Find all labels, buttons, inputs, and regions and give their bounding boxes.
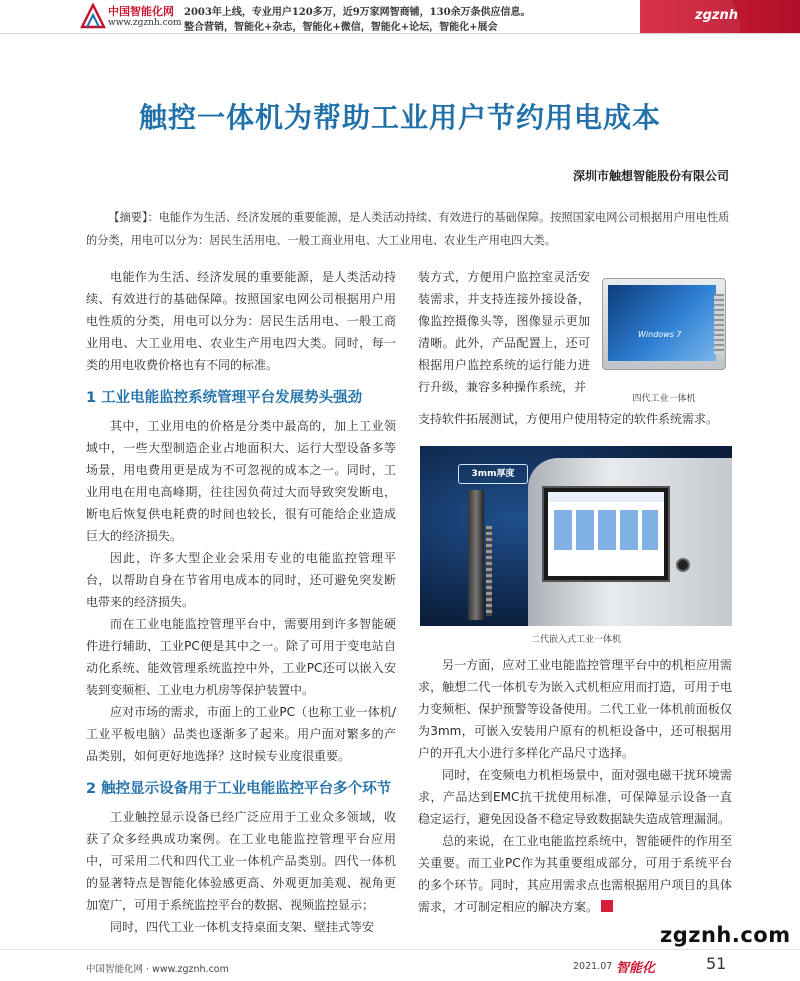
- abstract-text: ：电能作为生活、经济发展的重要能源，是人类活动持续、有效进行的基础保障。按照国家电网公司根据用户用电性质的分类，用电可以分为：居民生活用电、一般工商业用电、大工业用电、农业生产用电四大类。: [86, 211, 730, 247]
- paragraph: 另一方面，应对工业电能监控管理平台中的机柜应用需求，触想二代一体机专为嵌入式机柜应用而打造，可用于电力变频柜、保护预警等设备使用。二代工业一体机前面板仅为3mm，可嵌入安装用户原有的机柜设备中，还可根据用户的开孔大小进行多样化产品尺寸选择。: [418, 658, 732, 760]
- footer-date: 2021.07: [573, 961, 613, 972]
- figure-embedded-panel-pc: [420, 446, 732, 626]
- header-tagline-2: 整合营销，智能化+杂志，智能化+微信，智能化+论坛，智能化+展会: [184, 22, 498, 33]
- panel-pc-vent: [714, 294, 724, 354]
- paragraph: 因此，许多大型企业会采用专业的电能监控管理平台，以帮助自身在节省用电成本的同时，还可避免突发断电带来的经济损失。: [86, 551, 396, 609]
- right-column-continued: [418, 408, 732, 430]
- figure-fourth-gen-panel-pc: [596, 272, 732, 388]
- watermark: zgznh.com: [660, 923, 791, 947]
- page-header: [0, 0, 800, 34]
- paragraph: 装方式，方便用户监控室灵活安装需求，并支持连接外接设备，像监控摄像头等，图像显示更加清晰。此外，产品配置上，还可根据用户监控系统的运行能力进行升级，兼容多种操作系统，并: [418, 270, 590, 394]
- paragraph: 工业触控显示设备已经广泛应用于工业众多领域，收获了众多经典成功案例。在工业电能监控管理平台应用中，可采用二代和四代工业一体机产品类别。四代一体机的显著特点是智能化体验感更高、外观更加美观、视角更加宽广，可用于系统监控平台的数据、视频监控显示；: [86, 810, 396, 912]
- site-logo-name[interactable]: 中国智能化网: [108, 5, 174, 18]
- paragraph: 支持软件拓展测试，方便用户使用特定的软件系统需求。: [418, 412, 719, 426]
- header-brand-bar: [640, 0, 800, 33]
- article-title: 触控一体机为帮助工业用户节约用电成本: [138, 101, 661, 134]
- header-brand-text: zgznh: [695, 8, 738, 23]
- thickness-label: 3mm厚度: [458, 464, 528, 484]
- paragraph-final: [418, 830, 732, 918]
- paragraph: 同时，在变频电力机柜场景中，面对强电磁干扰环境需求，产品达到EMC抗干扰使用标准，可保障显示设备一直稳定运行，避免因设备不稳定导致数据缺失造成管理漏洞。: [418, 768, 732, 826]
- page-number: 51: [706, 954, 727, 973]
- cabinet-knob: [676, 558, 690, 572]
- section-heading-1: 1 工业电能监控系统管理平台发展势头强劲: [86, 390, 363, 406]
- abstract-label: 【摘要】: [108, 211, 148, 224]
- paragraph: 而在工业电能监控管理平台中，需要用到许多智能硬件进行辅助，工业PC便是其中之一。除了可用于变电站自动化系统、能效管理系统监控中外，工业PC还可以嵌入安装到变频柜、工业电力机房等保护装置中。: [86, 617, 396, 697]
- figure-caption-2: 二代嵌入式工业一体机: [530, 635, 621, 645]
- site-logo-icon: [80, 3, 106, 29]
- paragraph: 应对市场的需求，市面上的工业PC（也称工业一体机/工业平板电脑）品类也逐渐多了起来。用户面对繁多的产品类别，如何更好地选择？这时候专业度很重要。: [86, 705, 396, 763]
- header-tagline-1: 2003年上线，专业用户120多万，近9万家网智商铺，130余万条供应信息。: [184, 7, 531, 18]
- windows-logo-text: Windows 7: [638, 330, 682, 339]
- section-heading-2: 2 触控显示设备用于工业电能监控平台多个环节: [86, 781, 392, 797]
- thin-panel-profile: [468, 490, 484, 620]
- screen-ui: [548, 492, 664, 576]
- site-logo-url[interactable]: www.zgznh.com: [108, 18, 182, 28]
- article-author-company: 深圳市触想智能股份有限公司: [572, 169, 729, 183]
- paragraph: 同时，四代工业一体机支持桌面支架、壁挂式等安: [110, 920, 375, 934]
- footer-divider: [0, 949, 800, 950]
- right-column-lower: [418, 654, 732, 918]
- embedded-screen: [542, 486, 670, 582]
- article-abstract: [86, 206, 732, 252]
- paragraph-final-text: 总的来说，在工业电能监控系统中，智能硬件的作用至关重要。而工业PC作为其重要组成部分，可用于系统平台的多个环节。同时，其应用需求点也需根据用户项目的具体需求，才可制定相应的解决方案。: [418, 834, 732, 914]
- end-mark-icon: [601, 900, 613, 912]
- figure-caption-1: 四代工业一体机: [632, 394, 696, 404]
- footer-site[interactable]: 中国智能化网 · www.zgznh.com: [86, 964, 229, 975]
- thin-panel-edge: [486, 526, 492, 616]
- right-column-wrap-text: [418, 266, 590, 398]
- paragraph: 电能作为生活、经济发展的重要能源，是人类活动持续、有效进行的基础保障。按照国家电网公司根据用户用电性质的分类，用电可以分为：居民生活用电、一般工商业用电、大工业用电、农业生产用电四大类。同时，每一类的用电收费价格也有不同的标准。: [86, 270, 396, 372]
- panel-pc-screen: [608, 285, 716, 361]
- left-column: [86, 266, 396, 938]
- footer-magazine-name: 智能化: [616, 961, 656, 976]
- paragraph: 其中，工业用电的价格是分类中最高的，加上工业领域中，一些大型制造企业占地面积大、运行大型设备多等场景，用电费用更是成为不可忽视的成本之一。同时，工业用电在用电高峰期，往往因负荷过大而导致突发断电，断电后恢复供电耗费的时间也较长，很有可能给企业造成巨大的经济损失。: [86, 419, 396, 543]
